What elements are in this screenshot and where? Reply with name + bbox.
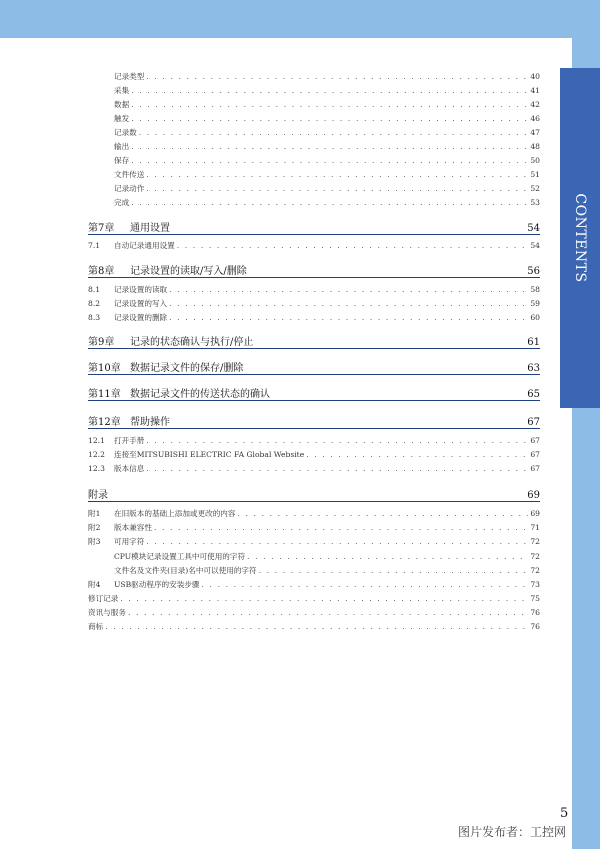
entry-label: 记录类型	[114, 72, 145, 81]
entry-number: 附3	[88, 537, 101, 546]
dot-leader	[169, 299, 528, 308]
toc-chapter[interactable]	[88, 220, 540, 235]
entry-label: 可用字符	[114, 537, 145, 546]
toc-entry[interactable]	[114, 127, 540, 138]
entry-page: 76	[530, 608, 540, 617]
toc-entry[interactable]	[88, 449, 540, 460]
dot-leader	[146, 170, 528, 179]
toc-entry[interactable]	[114, 113, 540, 124]
toc-misc-entry[interactable]	[88, 593, 540, 604]
entry-label: 记录设置的写入	[114, 299, 168, 308]
chapter-page: 63	[527, 363, 540, 374]
chapter-title: 记录设置的读取/写入/删除	[130, 266, 247, 277]
toc-chapter[interactable]	[88, 386, 540, 401]
entry-number: 12.3	[88, 464, 105, 473]
chapter-title: 通用设置	[130, 223, 170, 234]
dot-leader	[128, 608, 528, 617]
entry-label: 连接至MITSUBISHI ELECTRIC FA Global Website	[114, 450, 305, 459]
toc-entry[interactable]	[114, 85, 540, 96]
toc-misc-entry[interactable]	[88, 607, 540, 618]
toc-entry[interactable]	[88, 284, 540, 295]
toc-entry[interactable]	[114, 155, 540, 166]
chapter-title: 记录的状态确认与执行/停止	[130, 337, 254, 348]
entry-number: 7.1	[88, 241, 101, 250]
entry-label: 记录数	[114, 128, 137, 137]
dot-leader	[202, 580, 529, 589]
toc-entry[interactable]	[88, 435, 540, 446]
chapter-number: 第8章	[88, 266, 115, 277]
entry-page: 47	[530, 128, 540, 137]
entry-page: 72	[530, 552, 540, 561]
entry-number: 8.3	[88, 313, 101, 322]
entry-label: 商标	[88, 622, 104, 631]
chapter-page: 65	[527, 389, 540, 400]
toc-entry[interactable]	[88, 312, 540, 323]
dot-leader	[105, 622, 528, 631]
entry-label: USB驱动程序的安装步骤	[114, 580, 200, 589]
entry-number: 12.1	[88, 436, 105, 445]
toc-entry[interactable]	[114, 551, 540, 562]
toc-entry[interactable]	[88, 522, 540, 533]
entry-label: 自动记录通用设置	[114, 241, 175, 250]
entry-page: 67	[530, 464, 540, 473]
toc-entry[interactable]	[114, 99, 540, 110]
entry-page: 59	[530, 299, 540, 308]
toc-entry[interactable]	[88, 508, 540, 519]
entry-page: 72	[530, 566, 540, 575]
dot-leader	[120, 594, 528, 603]
entry-page: 75	[530, 594, 540, 603]
entry-page: 46	[530, 114, 540, 123]
entry-page: 54	[530, 241, 540, 250]
toc-chapter[interactable]	[88, 414, 540, 429]
toc-entry[interactable]	[114, 197, 540, 208]
dot-leader	[177, 241, 529, 250]
entry-page: 72	[530, 537, 540, 546]
dot-leader	[131, 114, 528, 123]
entry-label: 在旧版本的基础上添加或更改的内容	[114, 509, 236, 518]
entry-number: 附1	[88, 509, 101, 518]
toc-entry[interactable]	[114, 71, 540, 82]
toc-entry[interactable]	[114, 141, 540, 152]
dot-leader	[146, 464, 528, 473]
entry-page: 60	[530, 313, 540, 322]
chapter-title: 数据记录文件的传送状态的确认	[130, 389, 270, 400]
entry-number: 8.2	[88, 299, 101, 308]
entry-label: 打开手册	[114, 436, 145, 445]
entry-number: 附4	[88, 580, 101, 589]
entry-page: 40	[530, 72, 540, 81]
chapter-number: 第12章	[88, 417, 121, 428]
toc-chapter[interactable]	[88, 263, 540, 278]
chapter-page: 69	[527, 490, 540, 501]
entry-label: 保存	[114, 156, 130, 165]
entry-page: 58	[530, 285, 540, 294]
entry-page: 69	[530, 509, 540, 518]
chapter-number: 第11章	[88, 389, 121, 400]
entry-page: 67	[530, 436, 540, 445]
dot-leader	[238, 509, 529, 518]
page-number: 5	[560, 806, 569, 821]
entry-label: 版本信息	[114, 464, 145, 473]
top-band	[0, 0, 600, 38]
entry-number: 8.1	[88, 285, 101, 294]
watermark: 图片发布者：工控网	[458, 825, 567, 839]
dot-leader	[154, 523, 528, 532]
entry-number: 12.2	[88, 450, 105, 459]
contents-tab-label: CONTENTS	[572, 193, 588, 283]
dot-leader	[306, 450, 528, 459]
entry-label: 完成	[114, 198, 130, 207]
entry-label: 记录设置的删除	[114, 313, 168, 322]
entry-page: 73	[530, 580, 540, 589]
chapter-number: 附录	[88, 490, 108, 501]
chapter-page: 56	[527, 266, 540, 277]
toc-entry[interactable]	[88, 463, 540, 474]
dot-leader	[146, 436, 528, 445]
entry-label: 触发	[114, 114, 130, 123]
toc-entry[interactable]	[114, 565, 540, 576]
dot-leader	[131, 142, 528, 151]
entry-page: 50	[530, 156, 540, 165]
toc-chapter[interactable]	[88, 360, 540, 375]
entry-page: 51	[530, 170, 540, 179]
toc-entry[interactable]	[88, 579, 540, 590]
dot-leader	[139, 128, 529, 137]
toc-chapter[interactable]	[88, 487, 540, 502]
dot-leader	[146, 184, 528, 193]
toc-entry[interactable]	[88, 240, 540, 251]
chapter-number: 第9章	[88, 337, 115, 348]
chapter-page: 61	[527, 337, 540, 348]
dot-leader	[146, 537, 528, 546]
dot-leader	[169, 313, 528, 322]
chapter-title: 数据记录文件的保存/删除	[130, 363, 244, 374]
entry-label: 采集	[114, 86, 130, 95]
dot-leader	[131, 198, 528, 207]
entry-label: 修订记录	[88, 594, 119, 603]
entry-page: 71	[530, 523, 540, 532]
dot-leader	[259, 566, 529, 575]
toc-entry[interactable]	[88, 536, 540, 547]
toc-misc-entry[interactable]	[88, 621, 540, 632]
chapter-page: 54	[527, 223, 540, 234]
dot-leader	[247, 552, 528, 561]
toc-entry[interactable]	[114, 183, 540, 194]
dot-leader	[131, 86, 528, 95]
entry-page: 53	[530, 198, 540, 207]
entry-label: 记录动作	[114, 184, 145, 193]
entry-page: 67	[530, 450, 540, 459]
entry-label: 版本兼容性	[114, 523, 152, 532]
dot-leader	[131, 156, 528, 165]
entry-label: 记录设置的读取	[114, 285, 168, 294]
entry-label: CPU模块记录设置工具中可使用的字符	[114, 552, 246, 561]
entry-label: 数据	[114, 100, 130, 109]
chapter-title: 帮助操作	[130, 417, 170, 428]
entry-number: 附2	[88, 523, 101, 532]
toc-entry[interactable]	[114, 169, 540, 180]
dot-leader	[131, 100, 528, 109]
toc-chapter[interactable]	[88, 334, 540, 349]
entry-page: 52	[530, 184, 540, 193]
dot-leader	[169, 285, 528, 294]
chapter-page: 67	[527, 417, 540, 428]
entry-page: 48	[530, 142, 540, 151]
entry-label: 输出	[114, 142, 130, 151]
entry-page: 42	[530, 100, 540, 109]
entry-label: 文件名及文件夹(目录)名中可以使用的字符	[114, 566, 257, 575]
dot-leader	[146, 72, 528, 81]
chapter-number: 第10章	[88, 363, 121, 374]
entry-page: 76	[530, 622, 540, 631]
entry-label: 资讯与服务	[88, 608, 126, 617]
entry-page: 41	[530, 86, 540, 95]
entry-label: 文件传送	[114, 170, 145, 179]
toc-entry[interactable]	[88, 298, 540, 309]
chapter-number: 第7章	[88, 223, 115, 234]
